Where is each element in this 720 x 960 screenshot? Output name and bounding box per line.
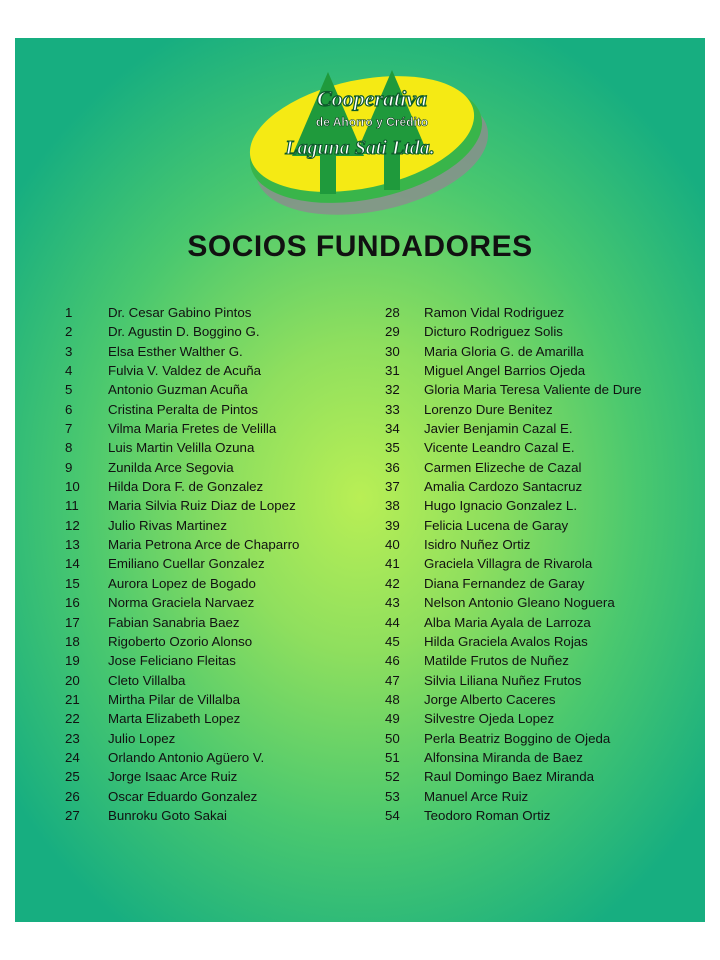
member-number: 6 (65, 401, 73, 417)
list-item (65, 574, 385, 593)
member-name: Maria Petrona Arce de Chaparro (108, 537, 300, 553)
member-name: Hugo Ignacio Gonzalez L. (424, 498, 578, 514)
member-number: 38 (385, 498, 400, 514)
member-number: 21 (65, 691, 80, 707)
list-item (65, 554, 385, 573)
member-name: Alfonsina Miranda de Baez (424, 749, 583, 765)
member-name: Silvestre Ojeda Lopez (424, 711, 555, 727)
member-name: Norma Graciela Narvaez (108, 595, 255, 611)
list-item (385, 303, 705, 322)
member-number: 15 (65, 575, 80, 591)
member-number: 10 (65, 479, 80, 495)
member-name: Raul Domingo Baez Miranda (424, 769, 594, 785)
list-item (65, 380, 385, 399)
member-name: Jorge Alberto Caceres (424, 691, 556, 707)
member-name: Nelson Antonio Gleano Noguera (424, 595, 615, 611)
list-item (65, 516, 385, 535)
page-title: SOCIOS FUNDADORES (187, 230, 533, 263)
member-number: 16 (65, 595, 80, 611)
member-name: Gloria Maria Teresa Valiente de Dure (424, 382, 642, 398)
list-item (385, 709, 705, 728)
member-name: Felicia Lucena de Garay (424, 517, 569, 533)
slide-background (15, 38, 705, 922)
list-item (65, 748, 385, 767)
list-item (385, 767, 705, 786)
member-number: 34 (385, 421, 400, 437)
member-name: Diana Fernandez de Garay (424, 575, 585, 591)
member-name: Oscar Eduardo Gonzalez (108, 788, 258, 804)
list-item (65, 535, 385, 554)
member-number: 53 (385, 788, 400, 804)
list-item (385, 516, 705, 535)
member-number: 28 (385, 305, 400, 320)
member-number: 1 (65, 305, 73, 320)
member-name: Vilma Maria Fretes de Velilla (108, 421, 277, 437)
member-number: 37 (385, 479, 400, 495)
member-name: Silvia Liliana Nuñez Frutos (424, 672, 582, 688)
list-item (385, 787, 705, 806)
member-number: 31 (385, 363, 400, 379)
member-name: Emiliano Cuellar Gonzalez (108, 556, 265, 572)
member-name: Amalia Cardozo Santacruz (424, 479, 583, 495)
member-number: 7 (65, 421, 73, 437)
member-number: 42 (385, 575, 400, 591)
member-number: 39 (385, 517, 400, 533)
list-item (65, 787, 385, 806)
member-number: 30 (385, 343, 400, 359)
member-name: Alba Maria Ayala de Larroza (424, 614, 591, 630)
member-number: 54 (385, 807, 400, 823)
list-item (65, 438, 385, 457)
list-item (65, 361, 385, 380)
member-name: Orlando Antonio Agüero V. (108, 749, 265, 765)
member-number: 27 (65, 807, 80, 823)
list-item (65, 593, 385, 612)
member-name: Perla Beatriz Boggino de Ojeda (424, 730, 611, 746)
list-item (65, 709, 385, 728)
member-name: Vicente Leandro Cazal E. (424, 440, 575, 456)
member-number: 22 (65, 711, 80, 727)
member-name: Teodoro Roman Ortiz (424, 807, 551, 823)
member-number: 32 (385, 382, 400, 398)
member-name: Cristina Peralta de Pintos (108, 401, 259, 417)
member-number: 50 (385, 730, 400, 746)
member-name: Ramon Vidal Rodriguez (424, 305, 565, 320)
list-item (65, 651, 385, 670)
list-item (385, 477, 705, 496)
member-number: 41 (385, 556, 400, 572)
list-item (65, 322, 385, 341)
member-name: Hilda Graciela Avalos Rojas (424, 633, 588, 649)
member-name: Aurora Lopez de Bogado (108, 575, 256, 591)
member-number: 49 (385, 711, 400, 727)
list-item (385, 671, 705, 690)
member-name: Maria Silvia Ruiz Diaz de Lopez (108, 498, 296, 514)
member-name: Miguel Angel Barrios Ojeda (424, 363, 586, 379)
member-name: Zunilda Arce Segovia (108, 459, 234, 475)
member-number: 2 (65, 324, 73, 340)
member-number: 40 (385, 537, 400, 553)
list-item (385, 342, 705, 361)
list-item (385, 496, 705, 515)
logo-line2: de Ahorro y Crédito (315, 115, 429, 129)
members-list-left (65, 303, 385, 825)
member-number: 48 (385, 691, 400, 707)
member-number: 51 (385, 749, 400, 765)
list-item (385, 458, 705, 477)
list-item (65, 342, 385, 361)
list-item (385, 438, 705, 457)
member-name: Bunroku Goto Sakai (108, 807, 228, 823)
member-name: Marta Elizabeth Lopez (108, 711, 241, 727)
member-number: 35 (385, 440, 400, 456)
member-name: Manuel Arce Ruiz (424, 788, 529, 804)
list-item (385, 613, 705, 632)
list-item (385, 361, 705, 380)
list-item (385, 748, 705, 767)
list-item (65, 806, 385, 825)
list-item (65, 477, 385, 496)
list-item (385, 632, 705, 651)
member-name: Graciela Villagra de Rivarola (424, 556, 593, 572)
list-item (385, 574, 705, 593)
member-number: 17 (65, 614, 80, 630)
list-item (385, 806, 705, 825)
member-number: 23 (65, 730, 80, 746)
member-name: Javier Benjamin Cazal E. (424, 421, 573, 437)
list-item (385, 322, 705, 341)
members-list-right (385, 303, 705, 825)
member-name: Luis Martin Velilla Ozuna (108, 440, 255, 456)
member-number: 9 (65, 459, 73, 475)
list-item (385, 535, 705, 554)
member-number: 44 (385, 614, 400, 630)
member-number: 11 (65, 498, 79, 514)
member-number: 18 (65, 633, 80, 649)
member-name: Jose Feliciano Fleitas (108, 653, 236, 669)
member-number: 24 (65, 749, 80, 765)
list-item (385, 380, 705, 399)
member-name: Julio Lopez (108, 730, 176, 746)
list-item (65, 632, 385, 651)
member-number: 47 (385, 672, 400, 688)
member-name: Fulvia V. Valdez de Acuña (108, 363, 262, 379)
member-number: 3 (65, 343, 73, 359)
member-name: Cleto Villalba (108, 672, 186, 688)
list-item (65, 419, 385, 438)
logo-line3: Laguna Sati Ltda. (285, 137, 435, 159)
member-name: Dr. Cesar Gabino Pintos (108, 305, 252, 320)
member-number: 52 (385, 769, 400, 785)
member-number: 43 (385, 595, 400, 611)
logo-line1: Cooperativa (317, 86, 427, 111)
member-name: Carmen Elizeche de Cazal (424, 459, 582, 475)
member-name: Lorenzo Dure Benitez (424, 401, 553, 417)
member-number: 12 (65, 517, 80, 533)
member-name: Jorge Isaac Arce Ruiz (108, 769, 238, 785)
list-item (385, 554, 705, 573)
member-name: Matilde Frutos de Nuñez (424, 653, 569, 669)
member-number: 33 (385, 401, 400, 417)
member-name: Dicturo Rodriguez Solis (424, 324, 563, 340)
member-number: 14 (65, 556, 80, 572)
list-item (65, 496, 385, 515)
list-item (385, 651, 705, 670)
member-name: Rigoberto Ozorio Alonso (108, 633, 253, 649)
member-number: 36 (385, 459, 400, 475)
list-item (385, 729, 705, 748)
list-item (65, 767, 385, 786)
member-number: 45 (385, 633, 400, 649)
list-item (65, 458, 385, 477)
member-number: 13 (65, 537, 80, 553)
list-item (65, 690, 385, 709)
member-name: Julio Rivas Martinez (108, 517, 227, 533)
member-name: Maria Gloria G. de Amarilla (424, 343, 584, 359)
member-name: Antonio Guzman Acuña (108, 382, 248, 398)
list-item (385, 593, 705, 612)
list-item (65, 613, 385, 632)
member-number: 29 (385, 324, 400, 340)
member-number: 25 (65, 769, 80, 785)
member-name: Dr. Agustin D. Boggino G. (108, 324, 260, 340)
member-number: 5 (65, 382, 73, 398)
cooperative-logo (240, 58, 490, 218)
list-item (65, 303, 385, 322)
list-item (385, 419, 705, 438)
member-number: 46 (385, 653, 400, 669)
list-item (65, 671, 385, 690)
list-item (65, 729, 385, 748)
member-name: Isidro Nuñez Ortiz (424, 537, 531, 553)
member-name: Fabian Sanabria Baez (108, 614, 240, 630)
member-number: 4 (65, 363, 73, 379)
member-number: 8 (65, 440, 73, 456)
member-number: 19 (65, 653, 80, 669)
member-number: 26 (65, 788, 80, 804)
list-item (65, 400, 385, 419)
list-item (385, 690, 705, 709)
member-number: 20 (65, 672, 80, 688)
member-name: Hilda Dora F. de Gonzalez (108, 479, 264, 495)
member-name: Elsa Esther Walther G. (108, 343, 243, 359)
member-name: Mirtha Pilar de Villalba (108, 691, 241, 707)
list-item (385, 400, 705, 419)
